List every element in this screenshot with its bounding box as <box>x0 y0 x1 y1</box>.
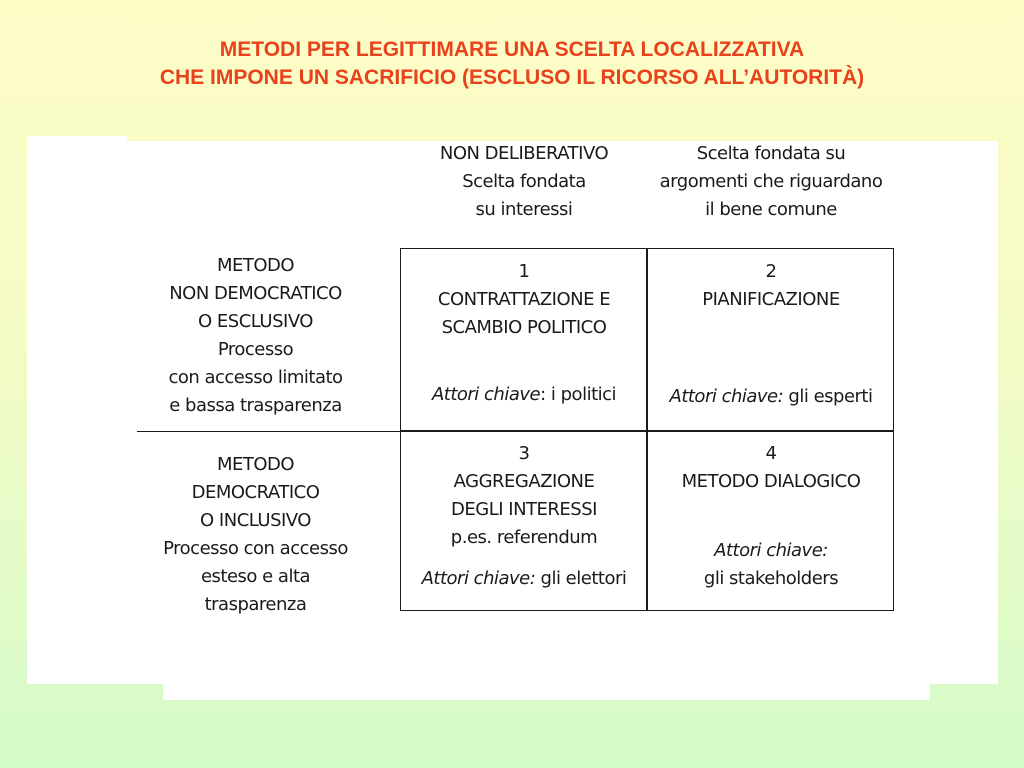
cell-actors-separator: : <box>540 384 546 405</box>
cell-actors <box>648 383 894 411</box>
cell-actors-label: Attori chiave: <box>714 540 828 561</box>
matrix-cell-3 <box>400 440 648 552</box>
row-header-non-democratic <box>137 252 374 420</box>
cell-actors-value: gli elettori <box>535 568 627 589</box>
row-header-line: O INCLUSIVO <box>200 510 311 531</box>
cell-actors-label: Attori chiave <box>431 384 541 405</box>
content-panel-tab-bottom <box>163 680 930 700</box>
content-panel-tab-left <box>27 136 127 146</box>
row-header-democratic <box>137 451 374 619</box>
cell-actors-value: i politici <box>545 384 617 405</box>
row-header-line: METODO <box>216 454 295 475</box>
cell-method-name: CONTRATTAZIONE E <box>437 289 611 310</box>
row-header-line: Processo con accesso <box>163 538 348 559</box>
row-header-line: METODO <box>216 255 295 276</box>
row-header-line: trasparenza <box>204 594 307 615</box>
cell-number: 1 <box>518 261 530 282</box>
cell-actors-label: Attori chiave: <box>669 386 784 407</box>
cell-number: 3 <box>518 443 530 464</box>
column-header-line: NON DELIBERATIVO <box>439 143 609 164</box>
cell-method-name: SCAMBIO POLITICO <box>441 317 607 338</box>
cell-number: 4 <box>765 443 777 464</box>
row-header-line: NON DEMOCRATICO <box>169 283 342 304</box>
slide-title-line-1: METODI PER LEGITTIMARE UNA SCELTA LOCALIZZATIVA <box>219 38 805 61</box>
slide-title-line-2: CHE IMPONE UN SACRIFICIO (ESCLUSO IL RICORSO ALL’AUTORITÀ) <box>159 66 865 89</box>
column-header-line: su interessi <box>475 199 573 220</box>
column-header-deliberative <box>648 140 894 224</box>
matrix-cell-2 <box>648 258 894 314</box>
row-header-line: e bassa trasparenza <box>169 395 342 416</box>
column-header-non-deliberative <box>400 140 648 224</box>
cell-method-name: METODO DIALOGICO <box>681 471 861 492</box>
column-header-line: il bene comune <box>705 199 837 220</box>
cell-actors-value: gli stakeholders <box>703 568 839 589</box>
cell-actors-label: Attori chiave: <box>421 568 536 589</box>
slide-title <box>0 36 1024 92</box>
row-header-line: DEMOCRATICO <box>191 482 320 503</box>
row-header-line: esteso e alta <box>200 566 311 587</box>
row-header-line: O ESCLUSIVO <box>198 311 313 332</box>
cell-actors <box>400 565 648 593</box>
cell-actors <box>648 537 894 593</box>
column-header-line: Scelta fondata su <box>696 143 846 164</box>
cell-actors <box>400 381 648 409</box>
matrix-horizontal-divider <box>400 430 894 432</box>
row-header-line: con accesso limitato <box>168 367 343 388</box>
cell-number: 2 <box>765 261 777 282</box>
matrix-cell-1 <box>400 258 648 342</box>
column-header-line: Scelta fondata <box>462 171 586 192</box>
column-header-line: argomenti che riguardano <box>659 171 883 192</box>
cell-method-name: DEGLI INTERESSI <box>451 499 597 520</box>
cell-example: p.es. referendum <box>450 527 598 548</box>
cell-method-name: PIANIFICAZIONE <box>702 289 840 310</box>
matrix-cell-4 <box>648 440 894 496</box>
cell-actors-value: gli esperti <box>783 386 873 407</box>
cell-method-name: AGGREGAZIONE <box>453 471 595 492</box>
row-header-divider <box>137 431 400 432</box>
row-header-line: Processo <box>217 339 294 360</box>
